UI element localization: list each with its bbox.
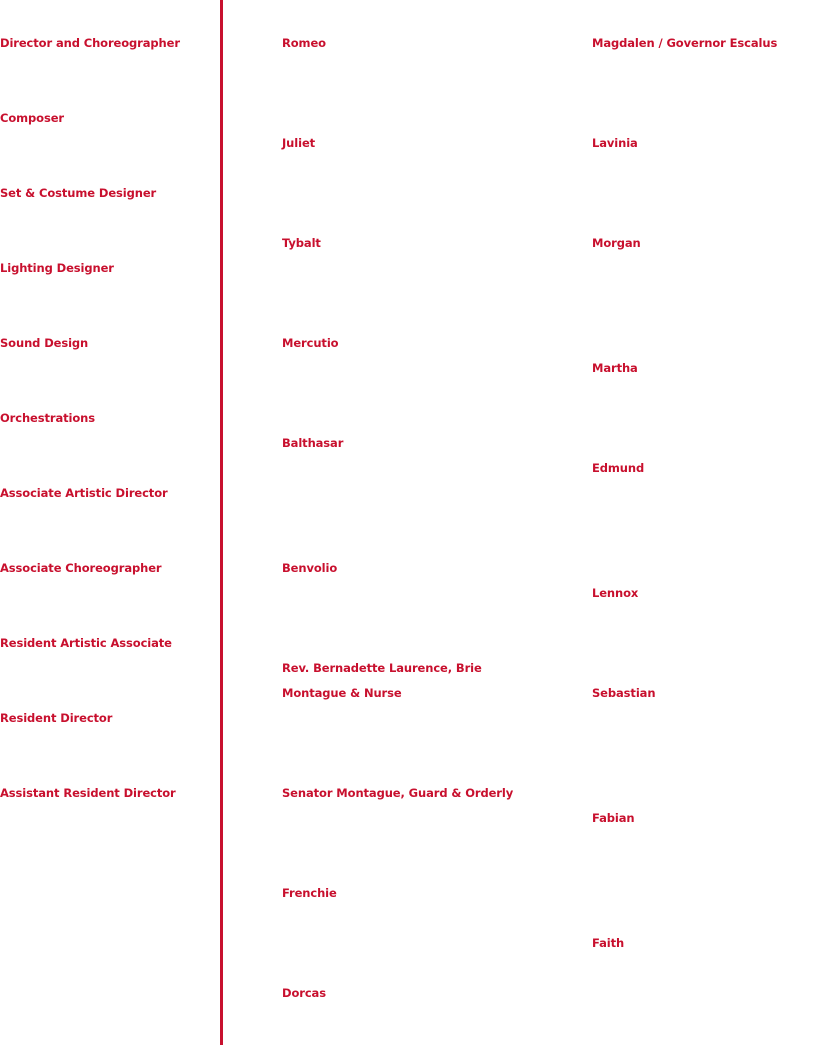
cast-role-label: Sebastian xyxy=(592,686,656,700)
cast-role-label: Frenchie xyxy=(282,886,337,900)
cast-role-label: Tybalt xyxy=(282,236,321,250)
creative-role-label: Sound Design xyxy=(0,336,89,350)
cast-role-label: Dorcas xyxy=(282,986,326,1000)
creative-role-label: Associate Artistic Director xyxy=(0,486,168,500)
cast-role-label: Benvolio xyxy=(282,561,338,575)
creative-role-label: Composer xyxy=(0,111,64,125)
cast-role-label: Senator Montague, Guard & Orderly xyxy=(282,786,514,800)
cast-role-label: Romeo xyxy=(282,36,326,50)
vertical-divider xyxy=(220,0,223,1045)
cast-role-label: Rev. Bernadette Laurence, Brie Montague & Nurse xyxy=(282,661,482,700)
creative-role-label: Resident Director xyxy=(0,711,113,725)
cast-role-label: Fabian xyxy=(592,811,635,825)
creative-role-label: Orchestrations xyxy=(0,411,95,425)
cast-role-label: Morgan xyxy=(592,236,641,250)
cast-role-label: Martha xyxy=(592,361,638,375)
cast-role-label: Juliet xyxy=(282,136,316,150)
cast-role-label: Magdalen / Governor Escalus xyxy=(592,36,778,50)
creative-role-label: Set & Costume Designer xyxy=(0,186,157,200)
creative-role-label: Assistant Resident Director xyxy=(0,786,176,800)
cast-role-label: Mercutio xyxy=(282,336,339,350)
creative-role-label: Lighting Designer xyxy=(0,261,114,275)
cast-role-label: Balthasar xyxy=(282,436,344,450)
cast-role-label: Edmund xyxy=(592,461,645,475)
cast-role-label: Lavinia xyxy=(592,136,638,150)
creative-role-label: Director and Choreographer xyxy=(0,36,180,50)
creative-role-label: Resident Artistic Associate xyxy=(0,636,172,650)
cast-role-label: Faith xyxy=(592,936,625,950)
creative-role-label: Associate Choreographer xyxy=(0,561,162,575)
cast-role-label: Lennox xyxy=(592,586,639,600)
